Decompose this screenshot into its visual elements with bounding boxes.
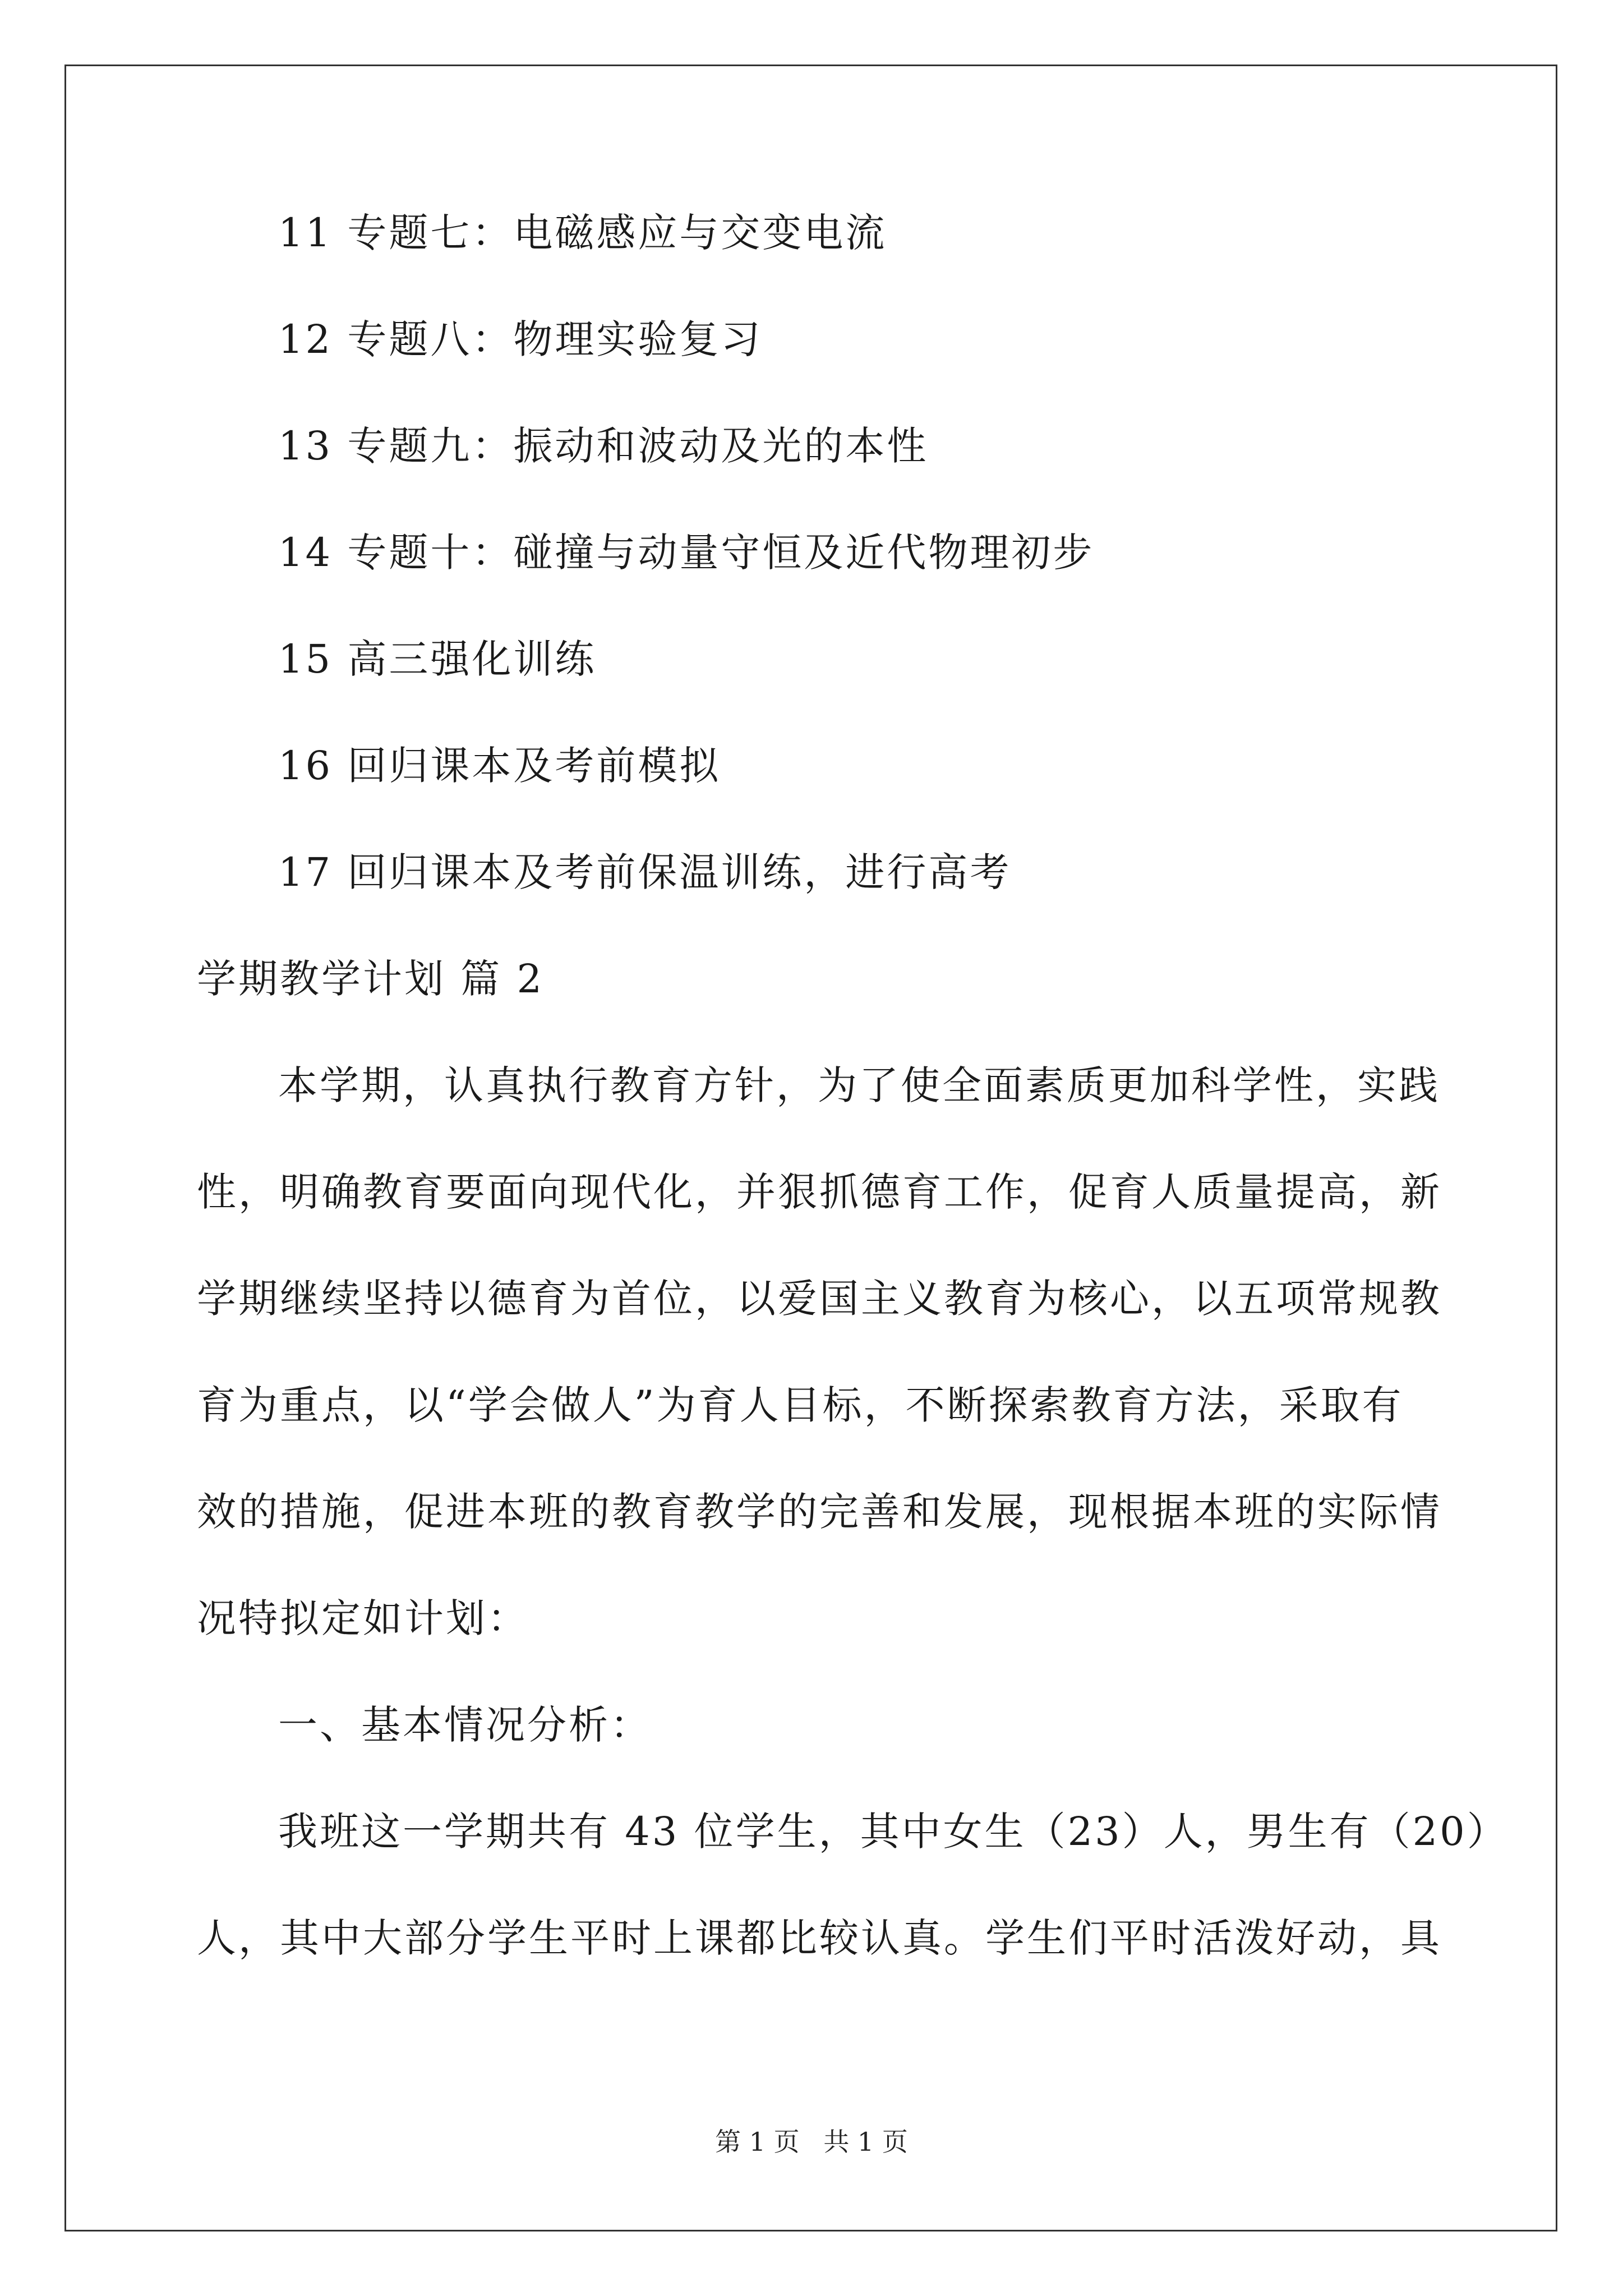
list-item: 14 专题十：碰撞与动量守恒及近代物理初步	[278, 530, 1095, 576]
list-item: 12 专题八：物理实验复习	[278, 316, 763, 362]
list-item: 11 专题七：电磁感应与交变电流	[278, 210, 887, 256]
paragraph-line: 人，其中大部分学生平时上课都比较认真。学生们平时活泼好动，具	[197, 1915, 1442, 1961]
list-item: 13 专题九：振动和波动及光的本性	[278, 423, 929, 469]
paragraph-line: 况特拟定如计划：	[197, 1595, 529, 1641]
paragraph-line: 效的措施，促进本班的教育教学的完善和发展，现根据本班的实际情	[197, 1489, 1442, 1535]
document-body	[197, 210, 1509, 2025]
subheading: 一、基本情况分析：	[278, 1702, 652, 1748]
paragraph-line: 性，明确教育要面向现代化，并狠抓德育工作，促育人质量提高，新	[197, 1169, 1442, 1215]
list-item: 16 回归课本及考前模拟	[278, 743, 721, 789]
paragraph-line: 育为重点，以“学会做人”为育人目标，不断探索教育方法，采取有	[197, 1382, 1404, 1428]
list-item: 17 回归课本及考前保温训练，进行高考	[278, 849, 1012, 895]
paragraph-line: 学期继续坚持以德育为首位，以爱国主义教育为核心，以五项常规教	[197, 1276, 1442, 1322]
page-total: 共 1 页	[823, 2127, 908, 2157]
list-item: 15 高三强化训练	[278, 636, 597, 682]
paragraph-line: 本学期，认真执行教育方针，为了使全面素质更加科学性，实践	[278, 1062, 1440, 1108]
paragraph-line: 我班这一学期共有 43 位学生，其中女生（23）人，男生有（20）	[278, 1809, 1509, 1855]
section-heading: 学期教学计划 篇 2	[197, 956, 545, 1002]
page-number: 第 1 页	[715, 2127, 800, 2157]
page-footer	[0, 2129, 1623, 2155]
